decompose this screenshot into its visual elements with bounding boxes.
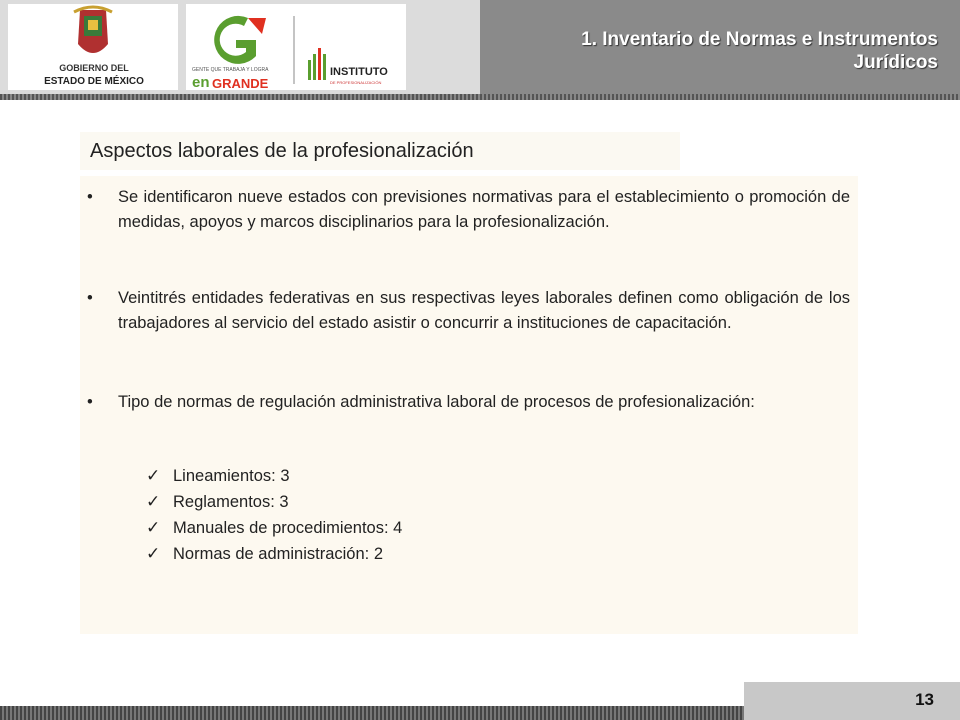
checkmark-icon: ✓ (146, 544, 161, 563)
instituto-sub: DE PROFESIONALIZACIÓN (330, 80, 382, 85)
gobierno-line2: ESTADO DE MÉXICO (44, 76, 144, 87)
page-number: 13 (915, 690, 934, 709)
checkmark-icon: ✓ (146, 466, 161, 485)
instituto-name: INSTITUTO (330, 66, 388, 78)
checklist-label: Manuales de procedimientos: 4 (173, 519, 403, 537)
bullet-dot-icon: • (87, 188, 93, 206)
engrande-en: en (192, 74, 210, 91)
checkmark-icon: ✓ (146, 492, 161, 511)
engrande-grande: GRANDE (212, 76, 269, 91)
bullet-dot-icon: • (87, 393, 93, 411)
checklist-label: Lineamientos: 3 (173, 467, 290, 485)
checklist-label: Normas de administración: 2 (173, 545, 384, 563)
header-stripe (0, 94, 960, 100)
checklist-label: Reglamentos: 3 (173, 493, 289, 511)
slide-title (498, 28, 938, 74)
slide-title-line1: 1. Inventario de Normas e Instrumentos (581, 29, 938, 50)
slide-title-line2: Jurídicos (853, 52, 938, 73)
page-number-box (744, 682, 960, 720)
bullet-text: Tipo de normas de regulación administrativa laboral de procesos de profesionalización: (118, 393, 755, 411)
section-heading: Aspectos laborales de la profesionalización (80, 132, 680, 170)
bullet-text: Veintitrés entidades federativas en sus respectivas leyes laborales definen como obligación de los trabajadores al servicio del estado asistir o concurrir a instituciones de capacitación. (118, 289, 850, 332)
header-bar (0, 0, 960, 94)
engrande-tagline: GENTE QUE TRABAJA Y LOGRA (192, 67, 269, 73)
content-box (80, 176, 858, 634)
gobierno-line1: GOBIERNO DEL (59, 63, 129, 73)
bullet-text: Se identificaron nueve estados con previsiones normativas para el establecimiento o promoción de medidas, apoyos y marcos disciplinarios para la profesionalización. (118, 188, 850, 231)
bullet-dot-icon: • (87, 289, 93, 307)
checkmark-icon: ✓ (146, 518, 161, 537)
